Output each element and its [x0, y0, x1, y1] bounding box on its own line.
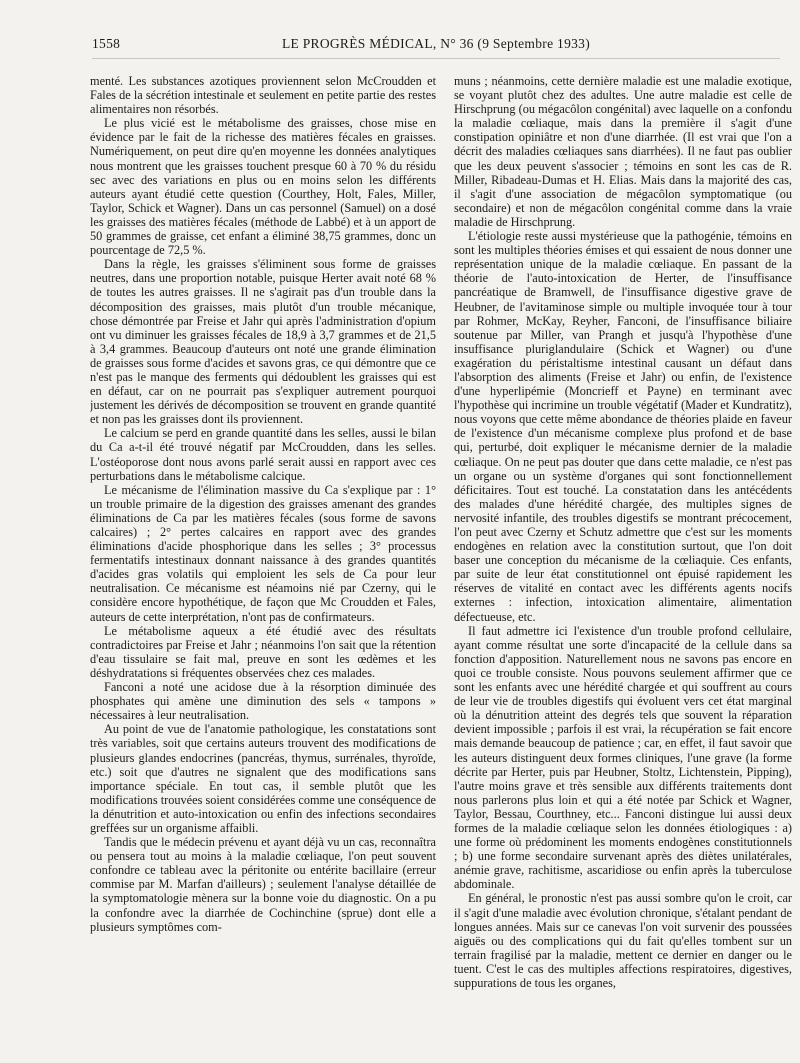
- page-header: [92, 36, 780, 58]
- paragraph: Le plus vicié est le métabolisme des graisses, chose mise en évidence par le fait de la richesse des matières fécales en graisses. Numériquement, on peut dire qu'en moyenne les données analytiques nous montrent que les graisses touchent presque 60 à 70 % du résidu sec avec des variations en plus ou en moins selon les différents auteurs ayant étudié cette question (Courthey, Holt, Fales, Miller, Taylor, Schick et Wagner). Dans un cas personnel (Samuel) on a dosé les graisses des matières fécales (méthode de Labbé) et à un apport de 50 grammes de graisse, cet enfant a éliminé 38,75 grammes, donc un pourcentage de 72,5 %.: [90, 116, 436, 258]
- paragraph: Le calcium se perd en grande quantité dans les selles, aussi le bilan du Ca a-t-il été trouvé négatif par McCroudden, dans les selles. L'ostéoporose dont nous avons parlé serait aussi en rapport avec ces perturbations dans le métabolisme calcique.: [90, 426, 436, 483]
- paragraph: Il faut admettre ici l'existence d'un trouble profond cellulaire, ayant comme résultat une sorte d'incapacité de la cellule dans sa fonction d'apposition. Naturellement nous ne savons pas encore en quoi ce trouble consiste. Nous pouvons seulement affirmer que ce sont les enfants avec une hérédité chargée et qui souffrent au cours de leur vie de troubles digestifs qui évoluent vers cet état marginal où la dénutrition atteint des degrés tels que souvent la réparation devient impossible ; parfois il est vrai, la récupération se fait encore mais demande beaucoup de patience ; car, en effet, il faut savoir que les auteurs distinguent deux formes cliniques, l'une grave (la forme décrite par Herter, puis par Heubner, Stoltz, Lichtenstein, Pipping), l'autre moins grave et très sensible aux différents traitements dont nous parlerons plus loin et qui a été notée par Schick et Wagner, Taylor, Bessau, Courthney, etc... Fanconi distingue lui aussi deux formes de la maladie cœliaque selon les données étiologiques : a) une forme où prédominent les moments endogènes constitutionnels ; b) une forme secondaire survenant après des diètes unilatérales, anémie grave, rachitisme, ascaridiose ou enfin après la tuberculose abdominale.: [454, 623, 792, 892]
- header-rule: [92, 58, 780, 59]
- paragraph: L'étiologie reste aussi mystérieuse que la pathogénie, témoins en sont les multiples théories émises et qui essaient de nous donner une représentation unique de la maladie cœliaque. En passant de la théorie de l'auto-intoxication de Herter, de l'insuffisance pancréatique de Bramwell, de l'insuffisance digestive grave de Heubner, de l'avitaminose simple ou multiple invoquée tour à tour par Rohmer, McKay, Reyher, Fanconi, de l'insuffisance biliaire soutenue par Miller, van Prangh et jusqu'à l'hypothèse d'une insuffisance pluriglandulaire (Schick et Wagner) ou d'une exagération du péristaltisme intestinal causant un défaut dans l'absorption des aliments (Freise et Jahr) ou enfin, de l'existence d'une hyperlipémie (Moncrieff et Payne) en terminant avec l'hypothèse qui incrimine un trouble végétatif (Mader et Kundratitz), nous voyons que cette même abondance de théories plaide en faveur de l'existence d'un mécanisme complexe plus profond et de base qui, perturbé, doit expliquer le mécanisme dernier de la maladie cœliaque. On ne peut pas douter que dans cette maladie, ce n'est pas un organe ou un système d'organes qui sont fonctionnellement déficitaires. Tout est touché. La constatation dans les antécédents des malades d'une hérédité chargée, des multiples signes de nervosité infantile, des troubles digestifs se montrant précocement, l'on peut avec Czerny et Schutz admettre que c'est sur les moments endogènes en relation avec la constitution surtout, que l'on doit baser une conception du mécanisme de la cœliaquie. Ces enfants, par suite de leur état constitutionnel ont épuisé rapidement les réserves de vitalité en contact avec les différents agents nocifs externes : infection, intoxication alimentaire, alimentation défectueuse, etc.: [454, 229, 792, 624]
- page-number: 1558: [92, 36, 121, 51]
- paragraph: Le métabolisme aqueux a été étudié avec des résultats contradictoires par Freise et Jahr ; néanmoins l'on sait que la rétention d'eau tissulaire se fait mal, preuve en sont les œdèmes et les déshydratations si fréquentes observées chez ces malades.: [90, 623, 436, 680]
- paragraph: Dans la règle, les graisses s'éliminent sous forme de graisses neutres, dans une proportion notable, puisque Herter avait noté 68 % de toutes les autres graisses. Il ne s'agirait pas d'un trouble dans la décomposition des graisses, mais plutôt d'un trouble mécanique, chose démontrée par Freise et Jahr qui après l'administration d'opium ont vu diminuer les graisses fécales de 18,9 à 3,7 grammes et de 21,5 à 3,4 grammes. Beaucoup d'auteurs ont noté une grande élimination de graisses sous forme d'acides et savons gras, ce qui démontre que ce n'est pas le manque des ferments qui dédoublent les graisses qui est en défaut, car on ne pourrait pas s'expliquer autrement pourquoi justement les dérivés de décomposition se trouvent en grande quantité et non pas les graisses dont ils proviennent.: [90, 257, 436, 427]
- paragraph: muns ; néanmoins, cette dernière maladie est une maladie exotique, se voyant plutôt chez des adultes. Une autre maladie est celle de Hirschprung (ou mégacôlon congénital) avec laquelle on a confondu la maladie cœliaque, mais dans la première il s'agit d'une constipation opiniâtre et non d'une diarrhée. (Il est vrai que l'on a décrit des maladies cœliaques sans diarrhées). Il ne faut pas oublier que les deux peuvent s'associer ; témoins en sont les cas de R. Miller, Ribadeau-Dumas et H. Elias. Mais dans la majorité des cas, il s'agit d'une association de mégacôlon symptomatique (ou secondaire) et non de mégacôlon congénital comme dans la vraie maladie de Hirschprung.: [454, 74, 792, 229]
- left-column: [90, 74, 436, 1049]
- paragraph: Tandis que le médecin prévenu et ayant déjà vu un cas, reconnaîtra ou pensera tout au moins à la maladie cœliaque, l'on peut souvent confondre ce tableau avec la péritonite ou entérite bacillaire (erreur commise par M. Marfan d'ailleurs) ; seulement l'analyse détaillée de la symptomatologie mènera sur la bonne voie du diagnostic. On a pu la confondre avec la diarrhée de Cochinchine (sprue) dont elle a plusieurs symptômes com-: [90, 835, 436, 934]
- paragraph: menté. Les substances azotiques proviennent selon McCroudden et Fales de la sécrétion intestinale et seulement en petite partie des restes alimentaires non résorbés.: [90, 74, 436, 117]
- paragraph: Au point de vue de l'anatomie pathologique, les constatations sont très variables, soit que certains auteurs trouvent des modifications de plusieurs glandes endocrines (pancréas, thymus, surrénales, thyroïde, etc.) soit que d'autres ne signalent que des modifications sans importance spéciale. En tout cas, il semble plutôt que les modifications trouvées soient considérées comme une conséquence de la dénutrition et auto-intoxication ou enfin des infections secondaires greffées sur un organisme affaibli.: [90, 722, 436, 835]
- paragraph: Le mécanisme de l'élimination massive du Ca s'explique par : 1° un trouble primaire de la digestion des graisses amenant des grandes éliminations de Ca par les matières fécales (sous forme de savons calcaires) ; 2° pertes calcaires en rapport avec des grandes éliminations d'acide phosphorique dans les selles ; 3° processus fermentatifs intestinaux donnant naissance à des grandes quantités d'acides gras volatils qui emploient les sels de Ca pour leur neutralisation. Ce mécanisme est néamoins nié par Czerny, qui le considère encore hypothétique, de façon que Mc Croudden et Fales, auteurs de cette interprétation, n'ont pas de confirmateurs.: [90, 482, 436, 624]
- paragraph: Fanconi a noté une acidose due à la résorption diminuée des phosphates qui amène une diminution des sels « tampons » nécessaires à leur neutralisation.: [90, 680, 436, 723]
- paragraph: En général, le pronostic n'est pas aussi sombre qu'on le croit, car il s'agit d'une maladie avec évolution chronique, s'étalant pendant de longues années. Mais sur ce canevas l'on voit survenir des poussées aiguës ou des complications qui du fait qu'elles tombent sur un terrain fragilisé par la maladie, mettent ce dernier en danger ou le tuent. C'est le cas des multiples affections respiratoires, digestives, suppurations de tous les organes,: [454, 891, 792, 990]
- running-title: LE PROGRÈS MÉDICAL, N° 36 (9 Septembre 1933): [281, 36, 591, 51]
- right-column: [454, 74, 792, 1049]
